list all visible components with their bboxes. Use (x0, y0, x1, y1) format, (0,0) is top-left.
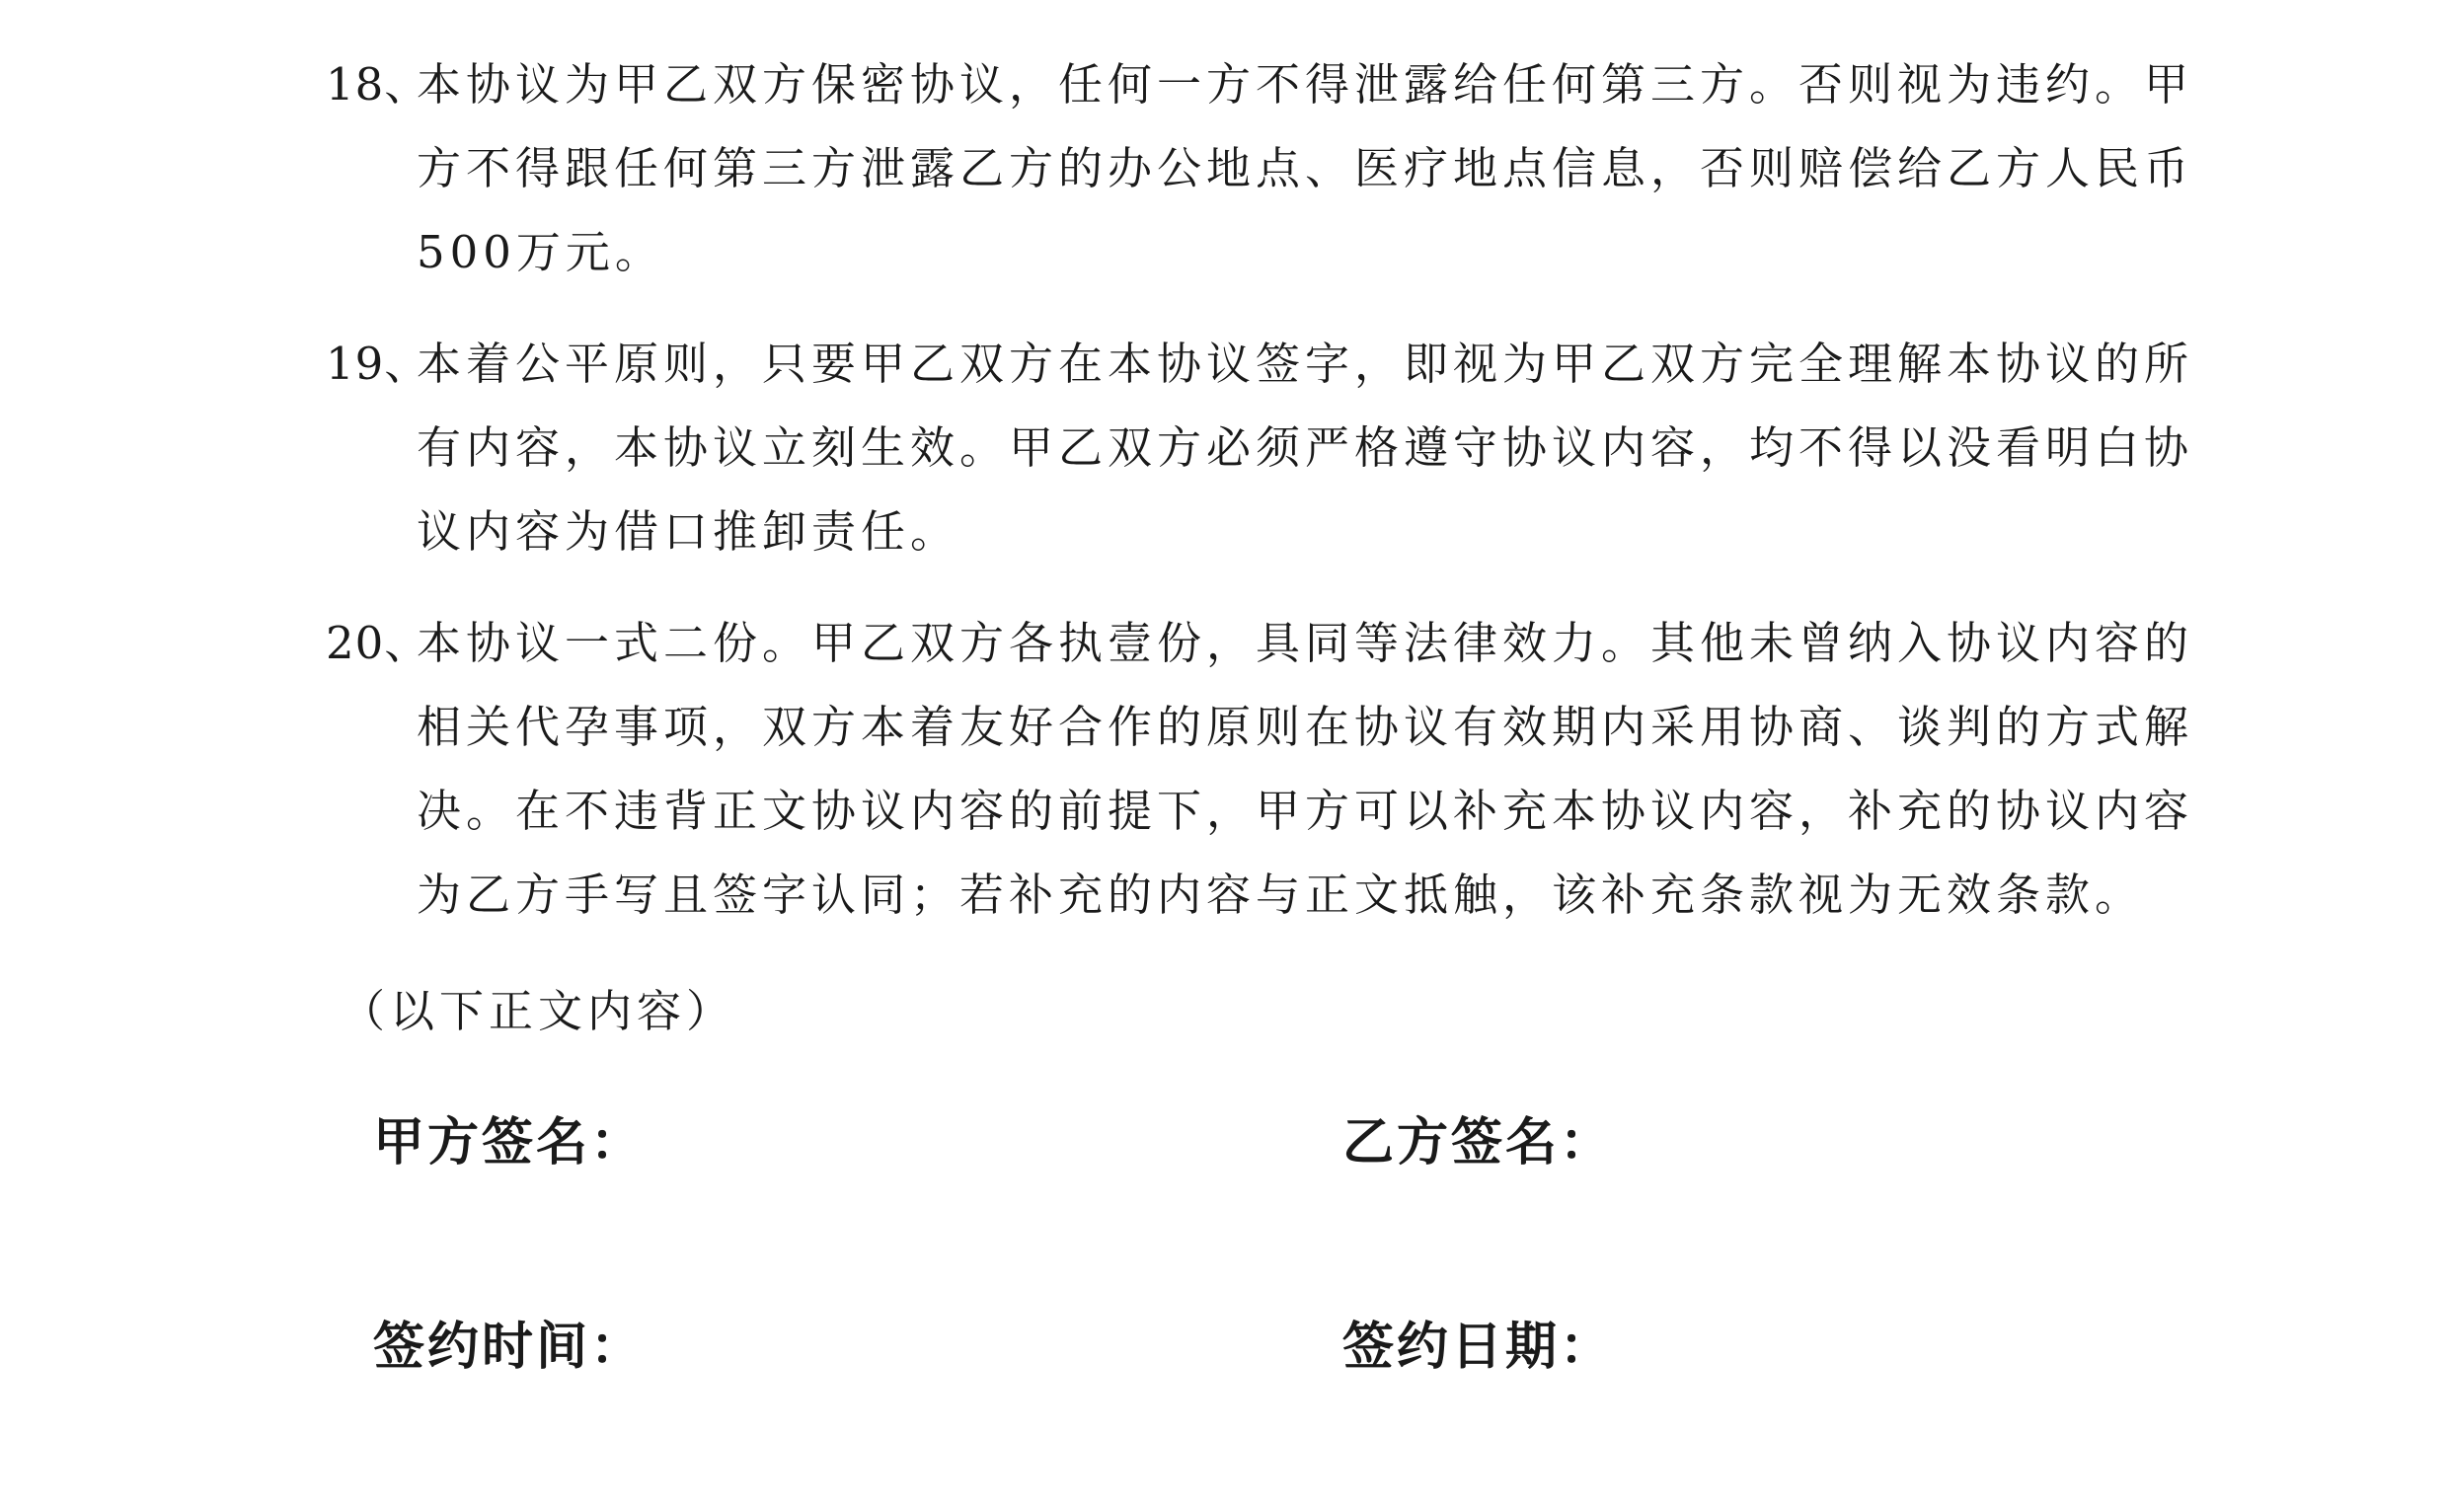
party-b-signature-label: 乙方签名： (1342, 1113, 1615, 1172)
clause-19 (326, 322, 2211, 573)
clause-text: 本协议一式二份。甲乙双方各执壹份，具同等法律效力。其他未曾纳入协议内容的相关代孕事项，双方本着友好合作的原则在协议有效期内采用协商、谈判的方式解决。在不违背正文协议内容的前提下，甲方可以补充本协议内容，补充的协议内容为乙方手写且签字认同；若补充的内容与正文抵触，该补充条款视为无效条款。 (417, 617, 2194, 921)
clause-text: 本着公平原则，只要甲乙双方在本协议签字，即视为甲乙双方完全理解本协议的所有内容，本协议立刻生效。甲乙双方必须严格遵守协议内容，均不得以没看明白协议内容为借口推卸责任。 (417, 338, 2194, 558)
clause-18 (326, 42, 2211, 294)
clause-number: 19、 (326, 338, 430, 390)
body-end-note: （以下正文内容） (341, 985, 736, 1037)
clause-20 (326, 601, 2211, 937)
party-a-signature-label: 甲方签名： (373, 1113, 646, 1172)
signing-date-label: 签约日期： (1342, 1318, 1615, 1377)
signing-time-label: 签约时间： (373, 1318, 646, 1377)
clause-number: 20、 (326, 617, 430, 669)
clause-number: 18、 (326, 58, 430, 111)
clause-text: 本协议为甲乙双方保密协议，任何一方不得泄露给任何第三方。否则视为违约。甲方不得跟任何第三方泄露乙方的办公地点、医疗地点信息，否则赔偿给乙方人民币500万元。 (417, 58, 2194, 278)
